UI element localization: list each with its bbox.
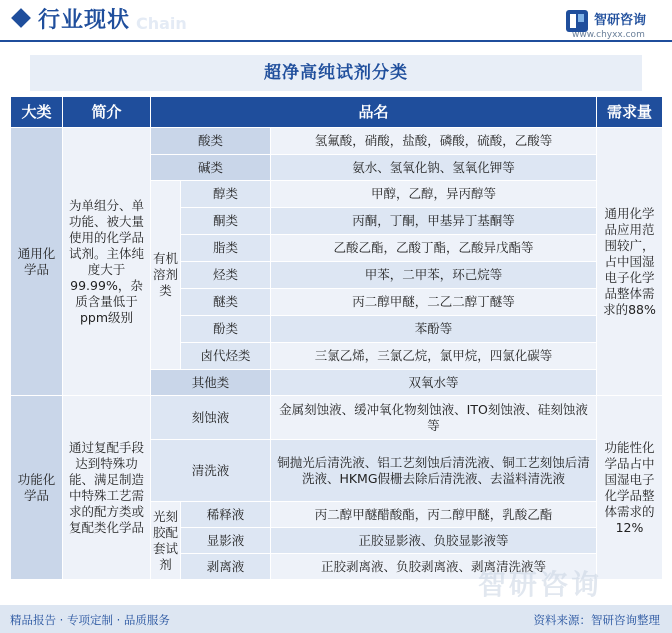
product-items: 苯酚等	[271, 316, 597, 343]
title-ghost: Chain	[136, 14, 187, 33]
diamond-icon	[11, 8, 31, 28]
type-label: 碱类	[151, 155, 271, 181]
watermark: 智研咨询	[478, 568, 603, 601]
col-header-intro: 简介	[63, 97, 151, 128]
page-header	[0, 0, 672, 40]
demand-functional: 功能性化学品占中国湿电子化学品整体需求的12%	[597, 396, 663, 580]
type-label: 其他类	[151, 370, 271, 396]
product-items: 乙酸乙酯，乙酸丁酯，乙酸异戊酯等	[271, 235, 597, 262]
type-label: 显影液	[181, 528, 271, 554]
table-header-row	[11, 97, 663, 128]
type-label: 醚类	[181, 289, 271, 316]
product-items: 双氧水等	[271, 370, 597, 396]
logo-icon	[566, 10, 588, 32]
footer-slogan: 精品报告 · 专项定制 · 品质服务	[10, 613, 170, 627]
type-label: 刻蚀液	[151, 396, 271, 440]
brand-logo	[566, 8, 666, 42]
photoresist-label: 光刻胶配套试剂	[151, 502, 181, 580]
col-header-product: 品名	[151, 97, 597, 128]
type-label: 酚类	[181, 316, 271, 343]
table-title: 超净高纯试剂分类	[30, 55, 642, 91]
category-general: 通用化学品	[11, 128, 63, 396]
header-divider	[0, 40, 672, 42]
product-items: 甲苯，二甲苯，环己烷等	[271, 262, 597, 289]
product-items: 正胶显影液、负胶显影液等	[271, 528, 597, 554]
type-label: 稀释液	[181, 502, 271, 528]
intro-general: 为单组分、单功能、被大量使用的化学品试剂。主体纯度大于99.99%，杂质含量低于ppm级别	[63, 128, 151, 396]
table-row	[11, 396, 663, 440]
product-items: 丙二醇甲醚，二乙二醇丁醚等	[271, 289, 597, 316]
col-header-category: 大类	[11, 97, 63, 128]
product-items: 氨水、氢氧化钠、氢氧化钾等	[271, 155, 597, 181]
product-items: 丙二醇甲醚醋酸酯，丙二醇甲醚，乳酸乙酯	[271, 502, 597, 528]
intro-functional: 通过复配手段达到特殊功能、满足制造中特殊工艺需求的配方类或复配类化学品	[63, 396, 151, 580]
footer-source: 资料来源：智研咨询整理	[533, 613, 660, 627]
table-row	[11, 128, 663, 155]
product-items: 甲醇，乙醇，异丙醇等	[271, 181, 597, 208]
demand-general: 通用化学品应用范围较广，占中国湿电子化学品整体需求的88%	[597, 128, 663, 396]
product-items: 三氯乙烯，三氯乙烷，氯甲烷，四氯化碳等	[271, 343, 597, 370]
type-label: 脂类	[181, 235, 271, 262]
product-items: 金属刻蚀液、缓冲氧化物刻蚀液、ITO刻蚀液、硅刻蚀液等	[271, 396, 597, 440]
product-items: 氢氟酸，硝酸，盐酸，磷酸，硫酸，乙酸等	[271, 128, 597, 155]
page-title: 行业现状	[38, 8, 131, 33]
type-label: 酸类	[151, 128, 271, 155]
product-items: 丙酮，丁酮，甲基异丁基酮等	[271, 208, 597, 235]
organic-solvent-label: 有机溶剂类	[151, 181, 181, 370]
type-label: 卤代烃类	[181, 343, 271, 370]
type-label: 剥离液	[181, 554, 271, 580]
classification-table	[10, 96, 663, 580]
type-label: 酮类	[181, 208, 271, 235]
logo-name: 智研咨询	[594, 13, 647, 28]
logo-url: www.chyxx.com	[572, 30, 645, 40]
product-items: 正胶剥离液、负胶剥离液、剥离清洗液等	[271, 554, 597, 580]
type-label: 醇类	[181, 181, 271, 208]
product-items: 铜抛光后清洗液、铝工艺刻蚀后清洗液、铜工艺刻蚀后清洗液、HKMG假栅去除后清洗液、去溢料清洗液	[271, 440, 597, 502]
col-header-demand: 需求量	[597, 97, 663, 128]
type-label: 烃类	[181, 262, 271, 289]
category-functional: 功能化学品	[11, 396, 63, 580]
type-label: 清洗液	[151, 440, 271, 502]
